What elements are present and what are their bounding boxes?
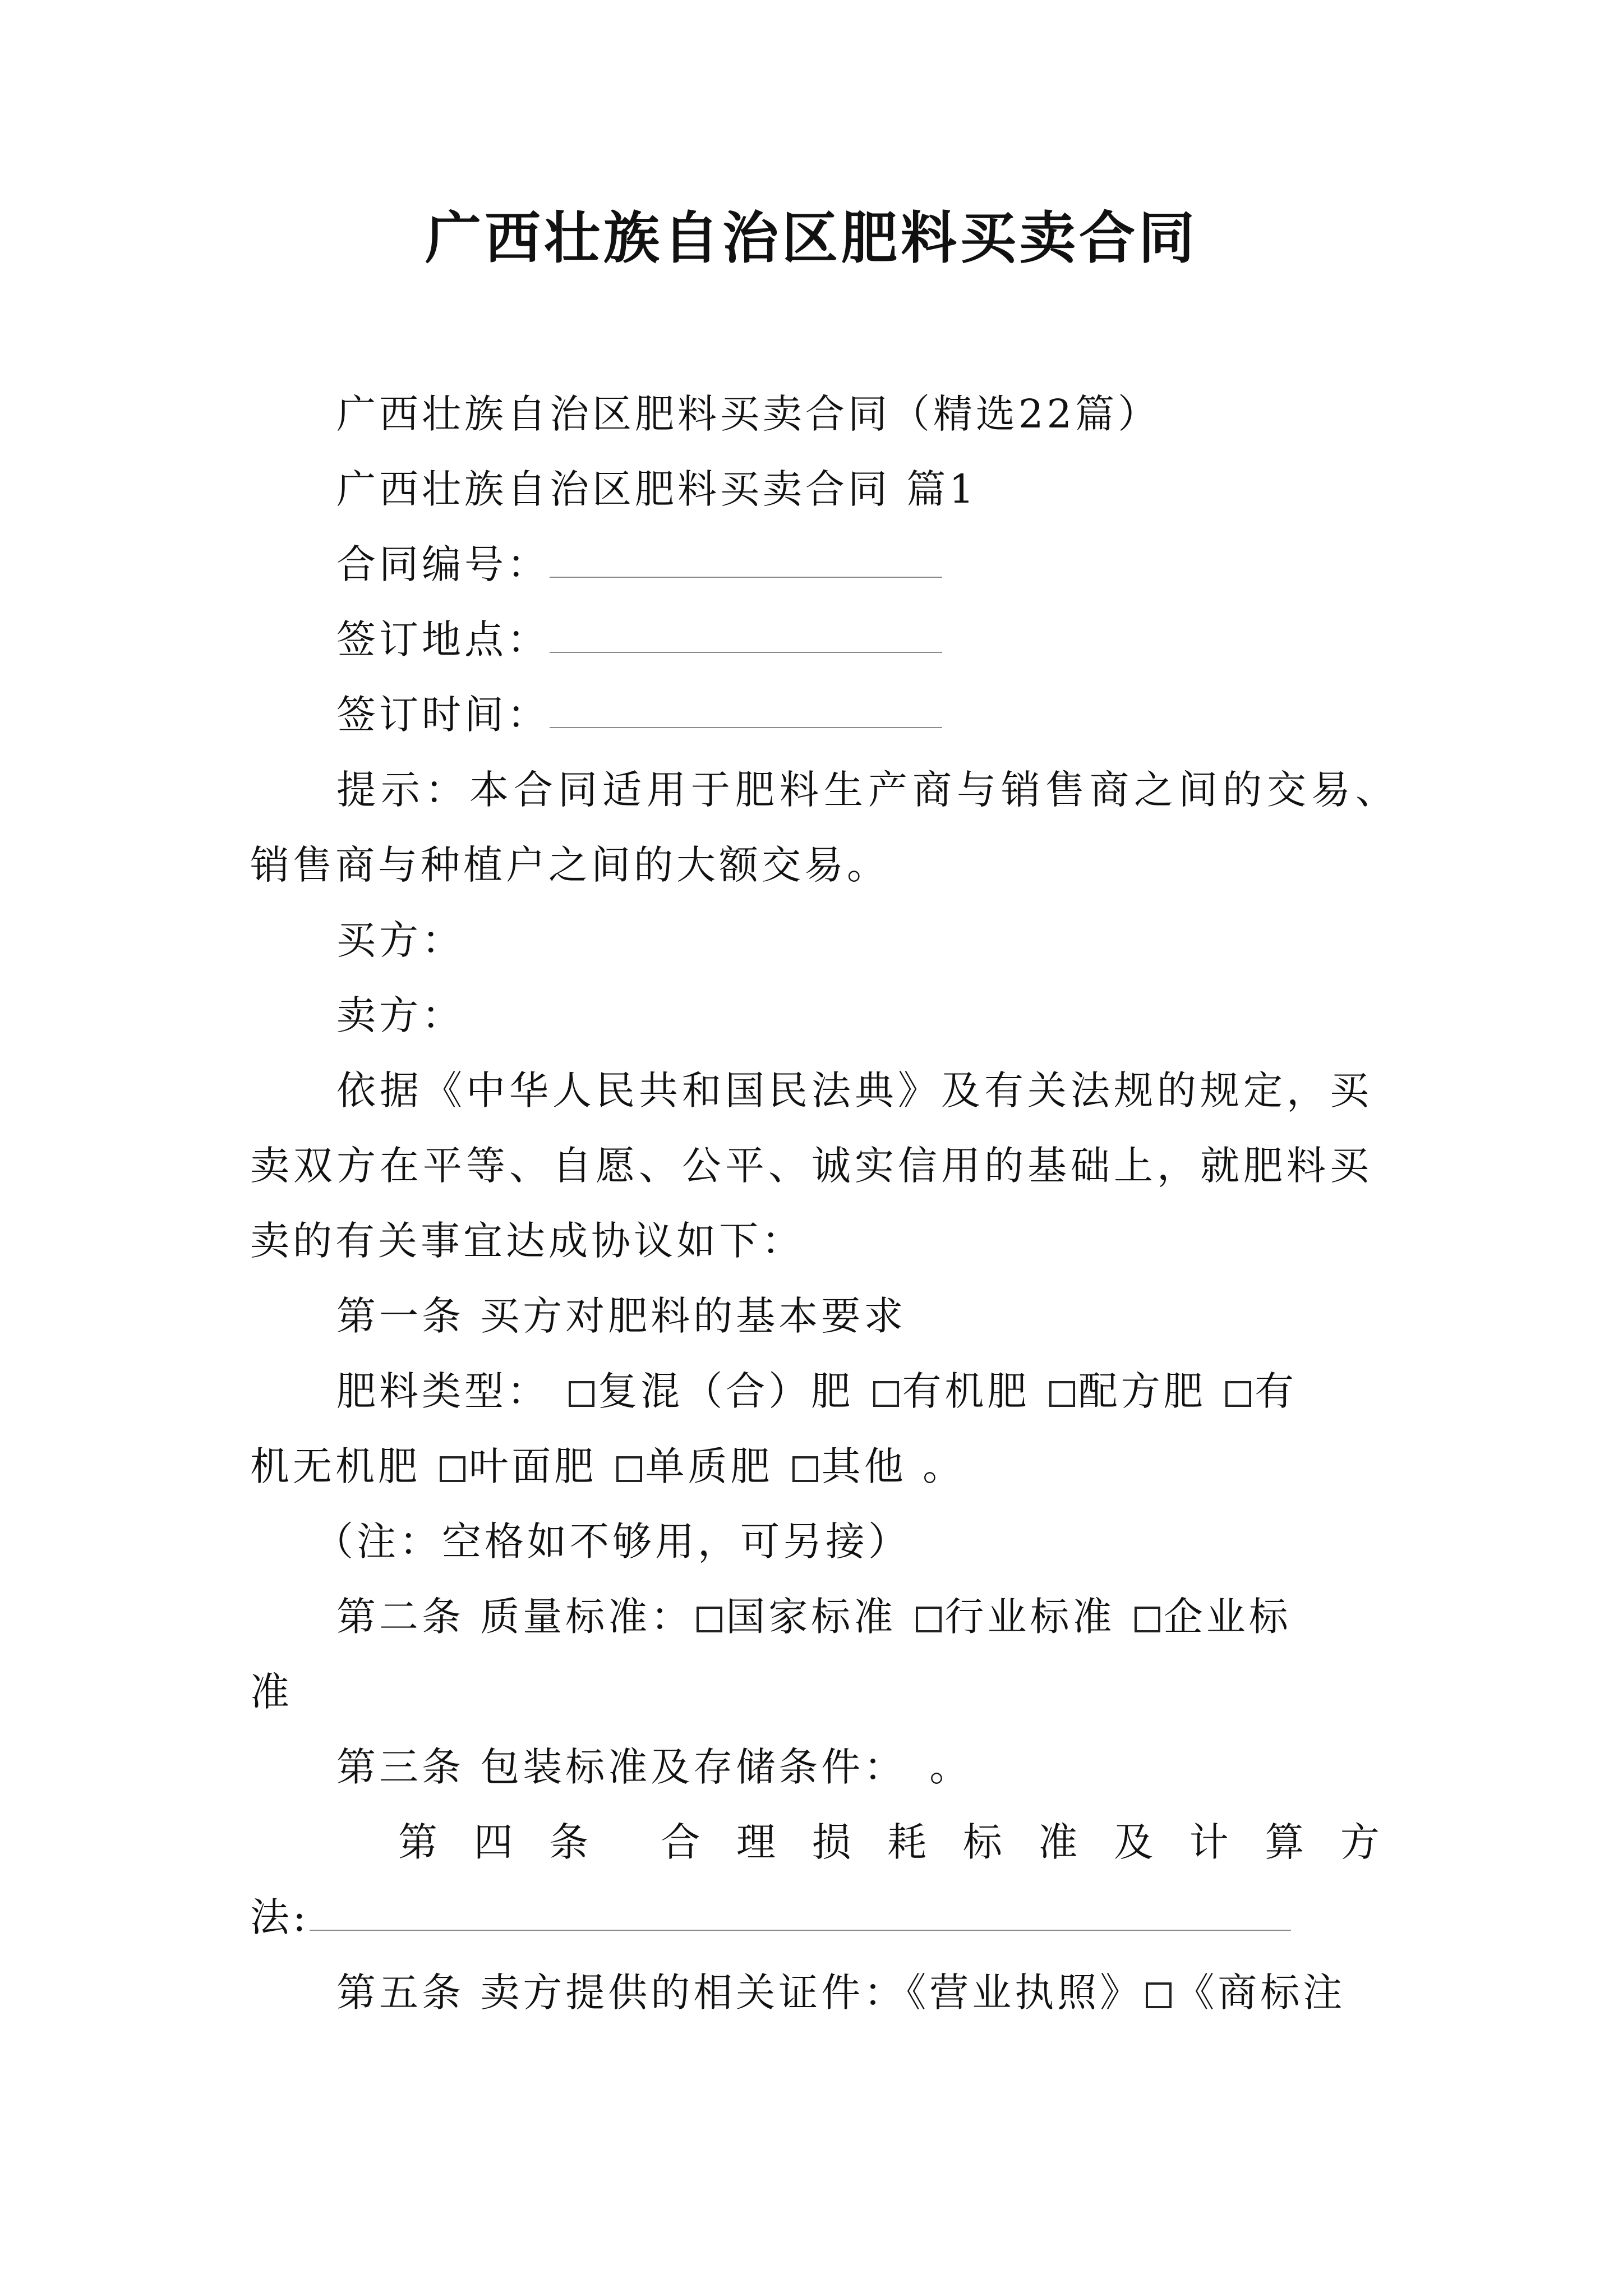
article-4-wrap: 法: <box>250 1894 310 1940</box>
article-4-line <box>398 1815 1380 1869</box>
fertilizer-row-end: 。 <box>923 1443 966 1489</box>
contract-number-label: 合同编号： <box>336 541 550 587</box>
option-organic-inorganic-part1: 有 <box>1255 1368 1298 1414</box>
sign-time-blank <box>550 705 942 728</box>
option-enterprise-standard: 企业标 <box>1163 1594 1292 1640</box>
article-4-char: 理 <box>736 1819 776 1865</box>
option-other: 其他 <box>821 1443 907 1489</box>
basis-line-1: 依据《中华人民共和国民法典》及有关法规的规定，买 <box>336 1068 1373 1114</box>
checkbox-organic-inorganic[interactable] <box>1225 1381 1251 1407</box>
article-5-text: 第五条 卖方提供的相关证件：《营业执照》 <box>336 1970 1143 2016</box>
article-4-char: 标 <box>962 1819 1002 1865</box>
fertilizer-type-label: 肥料类型： <box>336 1368 550 1414</box>
seller-label: 卖方： <box>336 992 464 1038</box>
article-4-char: 第 <box>398 1819 437 1865</box>
tip-line-1: 提示：本合同适用于肥料生产商与销售商之间的交易、 <box>336 767 1400 813</box>
article-4-char: 准 <box>1038 1819 1078 1865</box>
article-3: 第三条 包装标准及存储条件： 。 <box>336 1744 972 1790</box>
checkbox-organic[interactable] <box>873 1381 899 1407</box>
sign-place-row <box>336 613 942 666</box>
checkbox-formula[interactable] <box>1049 1381 1075 1407</box>
document-title: 广西壮族自治区肥料买卖合同 <box>425 205 1198 271</box>
article-4-char: 方 <box>1340 1819 1380 1865</box>
sign-time-row <box>336 688 942 742</box>
contract-number-blank <box>550 554 942 578</box>
article-4-char: 及 <box>1114 1819 1154 1865</box>
option-industry-standard: 行业标准 <box>944 1594 1115 1640</box>
option-national-standard: 国家标准 <box>726 1594 897 1640</box>
checkbox-foliar[interactable] <box>440 1456 465 1482</box>
article-2-label: 第二条 质量标准： <box>336 1594 694 1640</box>
buyer-label: 买方： <box>336 917 464 963</box>
document-subtitle: 广西壮族自治区肥料买卖合同（精选22篇） <box>336 391 1161 437</box>
article-4-char: 损 <box>811 1819 851 1865</box>
sign-place-blank <box>550 629 942 653</box>
option-single: 单质肥 <box>645 1443 773 1489</box>
article-2-row <box>336 1590 1292 1644</box>
article-4-char: 计 <box>1189 1819 1229 1865</box>
article-5-row <box>336 1966 1345 2019</box>
option-formula: 配方肥 <box>1078 1368 1206 1414</box>
option-compound: 复混（合）肥 <box>598 1368 854 1414</box>
article-4-char: 条 <box>549 1819 589 1865</box>
checkbox-other[interactable] <box>792 1456 818 1482</box>
tip-line-2: 销售商与种植户之间的大额交易。 <box>250 842 889 888</box>
sign-time-label: 签订时间： <box>336 692 550 738</box>
basis-line-2: 卖双方在平等、自愿、公平、诚实信用的基础上，就肥料买 <box>250 1143 1373 1189</box>
checkbox-enterprise-standard[interactable] <box>1135 1607 1160 1632</box>
fertilizer-type-row-2 <box>250 1439 965 1493</box>
checkbox-business-license[interactable] <box>1146 1982 1172 2008</box>
fertilizer-type-row <box>336 1364 1297 1418</box>
option-organic: 有机肥 <box>902 1368 1030 1414</box>
checkbox-single[interactable] <box>616 1456 642 1482</box>
option-foliar: 叶面肥 <box>469 1443 597 1489</box>
note-text: （注：空格如不够用，可另接） <box>314 1519 911 1565</box>
option-organic-inorganic-part2: 机无机肥 <box>250 1443 421 1489</box>
checkbox-industry-standard[interactable] <box>916 1607 942 1632</box>
checkbox-national-standard[interactable] <box>697 1607 722 1632</box>
section-heading: 广西壮族自治区肥料买卖合同 篇1 <box>336 466 978 512</box>
checkbox-compound[interactable] <box>569 1381 594 1407</box>
article-4-char: 算 <box>1265 1819 1304 1865</box>
article-4-char: 耗 <box>887 1819 927 1865</box>
article-4-wrap-row <box>250 1890 1291 1944</box>
article-4-char: 合 <box>661 1819 700 1865</box>
article-4-char: 四 <box>473 1819 513 1865</box>
article-5-tail: 《商标注 <box>1175 1970 1346 2016</box>
article-1: 第一条 买方对肥料的基本要求 <box>336 1293 907 1339</box>
sign-place-label: 签订地点： <box>336 616 550 662</box>
basis-line-3: 卖的有关事宜达成协议如下： <box>250 1218 804 1264</box>
contract-number-row <box>336 537 942 591</box>
article-2-wrap: 准 <box>250 1669 293 1715</box>
article-4-blank <box>310 1907 1291 1931</box>
